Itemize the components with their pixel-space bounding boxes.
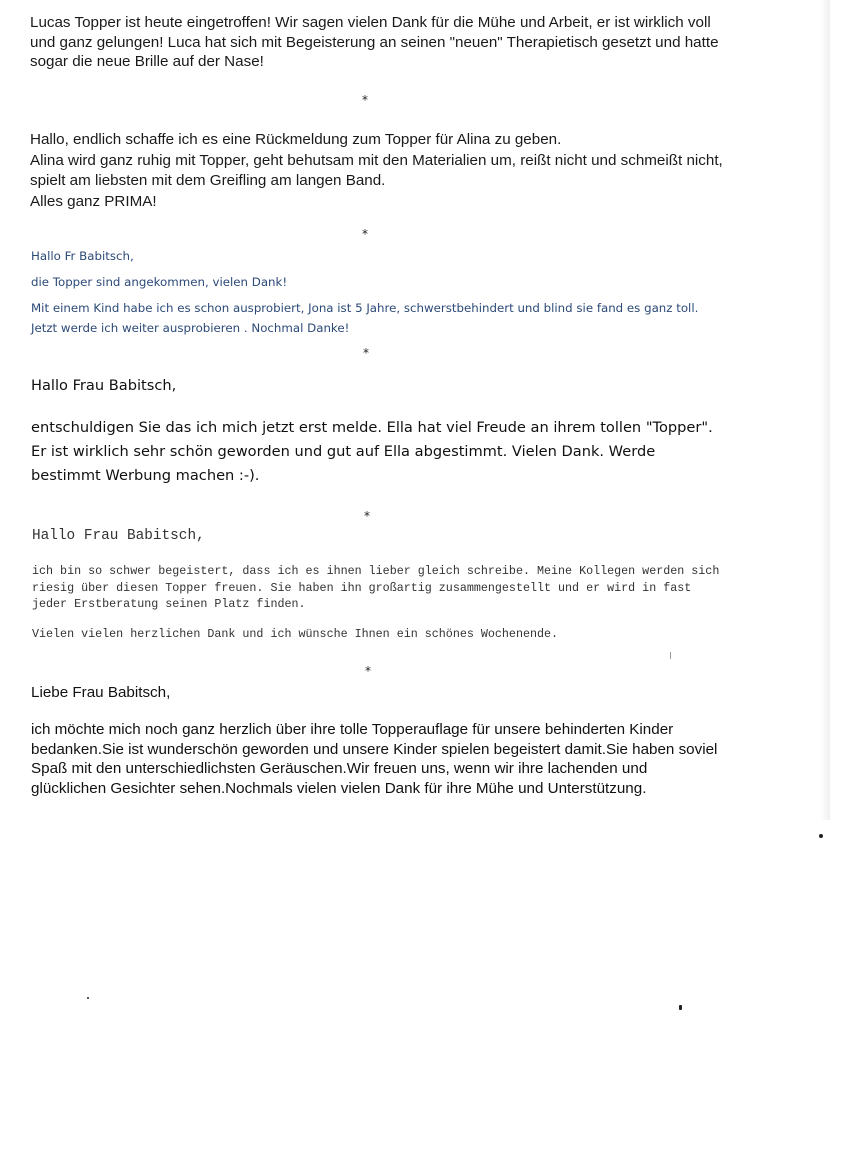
testimonial-jona-greeting: Hallo Fr Babitsch,: [31, 249, 134, 263]
testimonial-jona-line2: Mit einem Kind habe ich es schon ausprobiert, Jona ist 5 Jahre, schwerstbehindert und blind sie fand es ganz toll. Jetzt werde ich weiter ausprobieren . Nochmal Danke!: [31, 301, 699, 335]
scan-speck: [670, 652, 671, 659]
testimonial-kinder-body: ich möchte mich noch ganz herzlich über ihre tolle Topperauflage für unsere behinderten Kinder bedanken.Sie ist wunderschön geworden und unsere Kinder spielen begeistert damit.Sie haben soviel Spaß mit den unterschiedlichsten Geräuschen.Wir freuen uns, wenn wir ihre lachenden und glücklichen Gesichter sehen.Nochmals vielen vielen Dank für ihre Mühe und Unterstützung.: [31, 721, 718, 797]
testimonial-colleagues-body: ich bin so schwer begeistert, dass ich es ihnen lieber gleich schreibe. Meine Kollegen werden sich riesig über diesen Topper freuen. Sie haben ihn großartig zusammengestellt und er wird in fast jeder Erstberatung seinen Platz finden.: [32, 564, 720, 611]
scan-edge-shadow: [820, 0, 830, 820]
scan-speck: [819, 834, 823, 838]
testimonial-alina: Hallo, endlich schaffe ich es eine Rückmeldung zum Topper für Alina zu geben. Alina wird ganz ruhig mit Topper, geht behutsam mit den Materialien um, reißt nicht und schmeißt nicht, spielt am liebsten mit dem Greifling am langen Band. Alles ganz PRIMA!: [30, 131, 723, 210]
scan-speck: [679, 1005, 682, 1010]
testimonial-jona-line1: die Topper sind angekommen, vielen Dank!: [31, 275, 288, 289]
separator-asterisk: *: [364, 509, 370, 523]
scan-speck: [87, 997, 89, 999]
testimonial-ella-body: entschuldigen Sie das ich mich jetzt erst melde. Ella hat viel Freude an ihrem tollen "Topper". Er ist wirklich sehr schön geworden und gut auf Ella abgestimmt. Vielen Dank. Werde bestimmt Werbung machen :-).: [31, 419, 713, 484]
testimonial-luca: Lucas Topper ist heute eingetroffen! Wir sagen vielen Dank für die Mühe und Arbeit, er ist wirklich voll und ganz gelungen! Luca hat sich mit Begeisterung an seinen "neuen" Therapietisch gesetzt und hatte sogar die neue Brille auf der Nase!: [30, 14, 719, 70]
separator-asterisk: *: [363, 346, 369, 360]
testimonial-colleagues-greeting: Hallo Frau Babitsch,: [32, 528, 205, 544]
testimonial-kinder-greeting: Liebe Frau Babitsch,: [31, 684, 171, 701]
separator-asterisk: *: [365, 664, 371, 678]
separator-asterisk: *: [362, 93, 368, 107]
testimonial-colleagues-closing: Vielen vielen herzlichen Dank und ich wünsche Ihnen ein schönes Wochenende.: [32, 627, 559, 641]
testimonial-ella-greeting: Hallo Frau Babitsch,: [31, 377, 177, 394]
separator-asterisk: *: [362, 227, 368, 241]
